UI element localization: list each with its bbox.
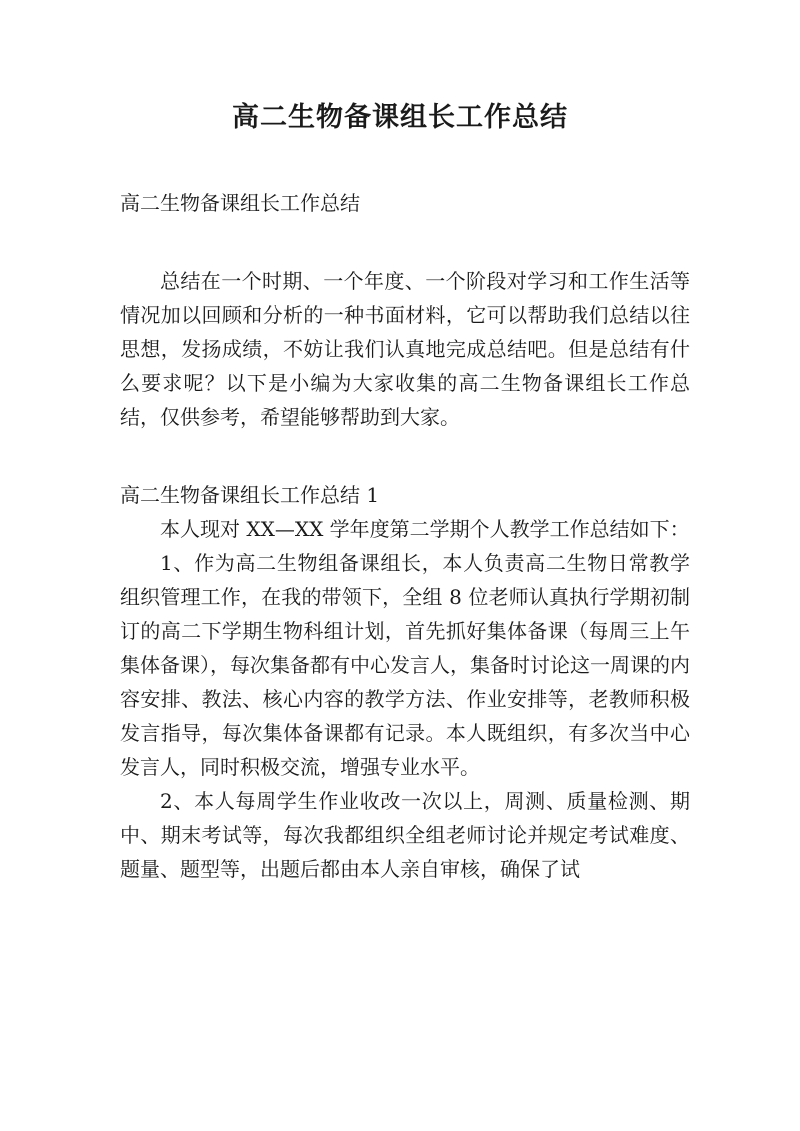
body-paragraph: 本人现对 XX—XX 学年度第二学期个人教学工作总结如下： — [160, 517, 690, 541]
document-title: 高二生物备课组长工作总结 — [232, 102, 568, 133]
section-heading: 高二生物备课组长工作总结 1 — [120, 483, 380, 507]
intro-paragraph: 总结在一个时期、一个年度、一个阶段对学习和工作生活等情况加以回顾和分析的一种书面材料，它可以帮助我们总结以往思想，发扬成绩，不妨让我们认真地完成总结吧。但是总结有什么要求呢？以下是小编为大家收集的高二生物备课组长工作总结，仅供参考，希望能够帮助到大家。 — [120, 269, 690, 429]
document-subtitle: 高二生物备课组长工作总结 — [120, 191, 360, 215]
body-paragraph: 2、本人每周学生作业收改一次以上，周测、质量检测、期中、期末考试等，每次我都组织全组老师讨论并规定考试难度、题量、题型等，出题后都由本人亲自审核，确保了试 — [120, 789, 690, 881]
body-paragraph: 1、作为高二生物组备课组长，本人负责高二生物日常教学组织管理工作，在我的带领下，全组 8 位老师认真执行学期初制订的高二下学期生物科组计划，首先抓好集体备课（每周三上午集体备课），每次集备都有中心发言人，集备时讨论这一周课的内容安排、教法、核心内容的教学方法、作业安排等，老教师积极发言指导，每次集体备课都有记录。本人既组织，有多次当中心发言人，同时积极交流，增强专业水平。 — [120, 551, 690, 779]
document-body — [120, 186, 690, 886]
